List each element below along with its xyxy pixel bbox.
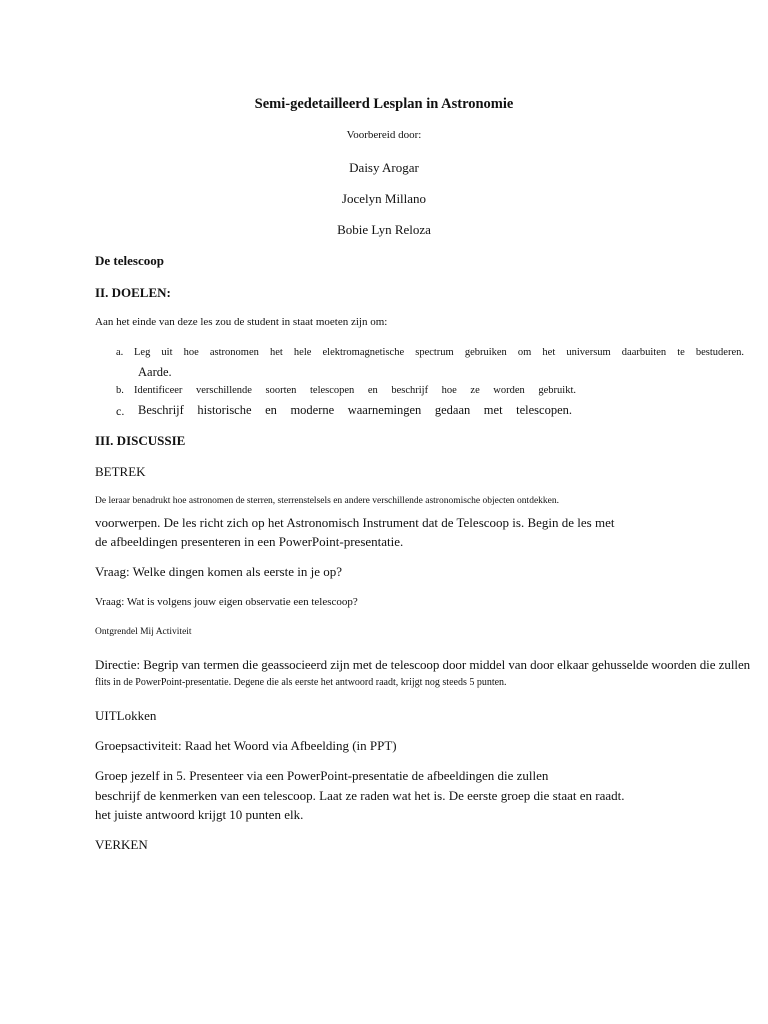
- document-title: Semi-gedetailleerd Lesplan in Astronomie: [254, 96, 514, 112]
- list-item: [134, 385, 576, 396]
- list-marker: a.: [116, 347, 124, 358]
- goal-text: Identificeer verschillende soorten telescopen en beschrijf hoe ze worden gebruikt.: [134, 385, 576, 396]
- goals-intro: Aan het einde van deze les zou de student in staat moeten zijn om:: [95, 316, 388, 328]
- paragraph: flits in de PowerPoint-presentatie. Degene die als eerste het antwoord raadt, krijgt nog steeds 5 punten.: [95, 677, 507, 688]
- list-item: [134, 347, 744, 358]
- goals-heading: II. DOELEN:: [95, 285, 171, 300]
- goal-text: Beschrijf historische en moderne waarnemingen gedaan met telescopen.: [138, 403, 572, 417]
- activity-label: Ontgrendel Mij Activiteit: [95, 627, 192, 637]
- paragraph: De leraar benadrukt hoe astronomen de sterren, sterrenstelsels en andere verschillende astronomische objecten ontdekken.: [95, 496, 559, 506]
- discussion-heading: III. DISCUSSIE: [95, 433, 186, 448]
- list-item: [138, 403, 572, 418]
- prepared-by-label: Voorbereid door:: [346, 129, 422, 141]
- explore-heading: VERKEN: [95, 837, 148, 852]
- author-name: Bobie Lyn Reloza: [337, 222, 431, 237]
- paragraph: beschrijf de kenmerken van een telescoop. Laat ze raden wat het is. De eerste groep die staat en raadt.: [95, 788, 625, 803]
- goal-continuation: Aarde.: [138, 365, 172, 379]
- author-name: Jocelyn Millano: [341, 191, 427, 206]
- paragraph: Groep jezelf in 5. Presenteer via een PowerPoint-presentatie de afbeeldingen die zullen: [95, 768, 549, 783]
- list-marker: b.: [116, 385, 124, 396]
- goal-text: Leg uit hoe astronomen het hele elektromagnetische spectrum gebruiken om het universum daarbuiten te bestuderen.: [134, 347, 744, 358]
- paragraph: het juiste antwoord krijgt 10 punten elk.: [95, 807, 304, 822]
- question: Vraag: Wat is volgens jouw eigen observatie een telescoop?: [95, 596, 358, 608]
- elicit-heading: UITLokken: [95, 708, 157, 723]
- author-name: Daisy Arogar: [349, 160, 419, 175]
- paragraph: de afbeeldingen presenteren in een PowerPoint-presentatie.: [95, 534, 404, 549]
- paragraph: voorwerpen. De les richt zich op het Astronomisch Instrument dat de Telescoop is. Begin de les met: [95, 515, 615, 530]
- engage-heading: BETREK: [95, 464, 146, 479]
- topic-heading: De telescoop: [95, 253, 164, 268]
- question: Vraag: Welke dingen komen als eerste in je op?: [95, 564, 343, 579]
- list-marker: c.: [116, 404, 125, 418]
- group-activity: Groepsactiviteit: Raad het Woord via Afbeelding (in PPT): [95, 738, 397, 753]
- paragraph: Directie: Begrip van termen die geassocieerd zijn met de telescoop door middel van door elkaar gehusselde woorden die zullen: [95, 657, 751, 672]
